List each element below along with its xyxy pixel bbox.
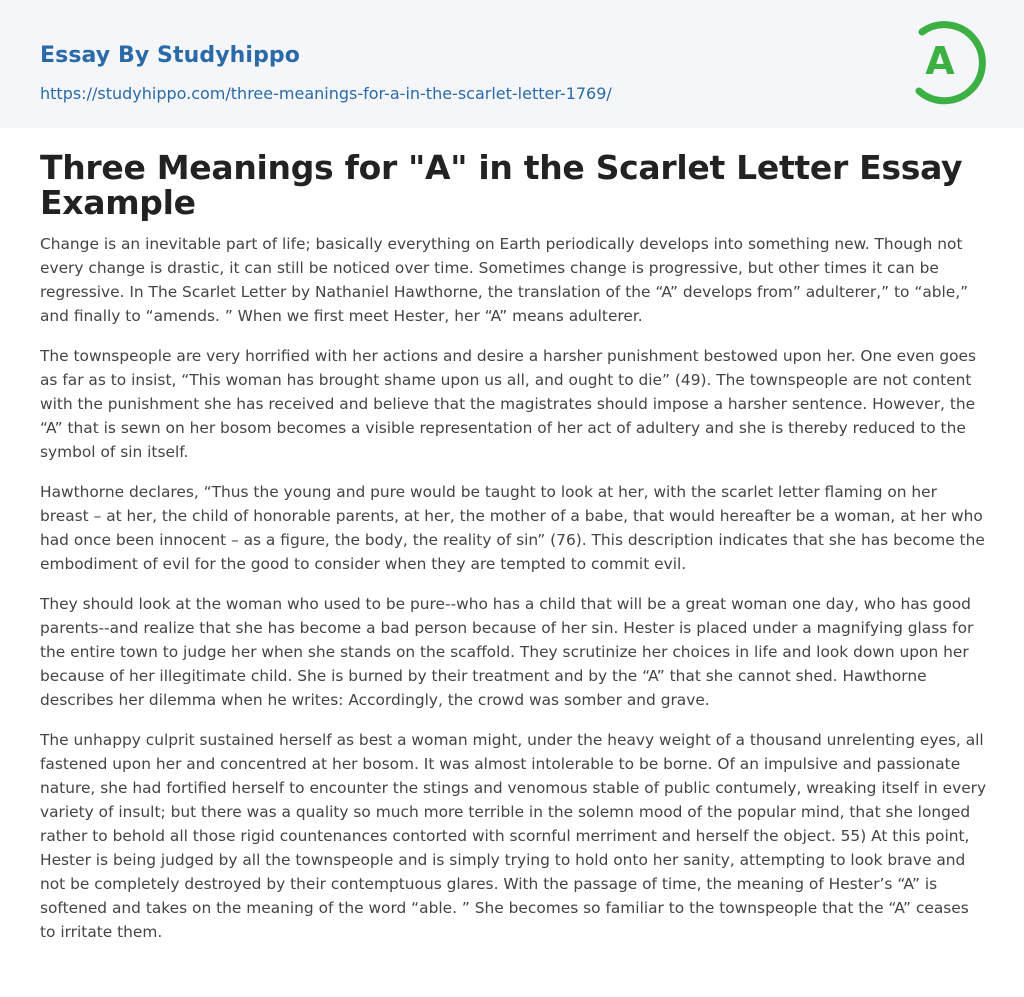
logo-letter: A (925, 39, 955, 83)
paragraph: Change is an inevitable part of life; basically everything on Earth periodically develops into something new. Though not every change is drastic, it can still be noticed over time. Sometimes change is progressive, but other times it can be regressive. In The Scarlet Letter by Nathaniel Hawthorne, the translation of the “A” develops from” adulterer,” to “able,” and finally to “amends. ” When we first meet Hester, her “A” means adulterer. (40, 235, 969, 325)
logo-ring-icon (910, 18, 988, 106)
site-header (0, 0, 1024, 128)
paragraph: Hawthorne declares, “Thus the young and pure would be taught to look at her, with the scarlet letter flaming on her breast – at her, the child of honorable parents, at her, the mother of a babe, that would hereafter be a woman, at her who had once been innocent – as a figure, the body, the reality of sin” (76). This description indicates that she has become the embodiment of evil for the good to consider when they are tempted to commit evil. (40, 483, 985, 573)
site-brand[interactable]: Essay By Studyhippo (40, 43, 300, 68)
article (40, 150, 988, 944)
paragraph: The townspeople are very horrified with her actions and desire a harsher punishment bestowed upon her. One even goes as far as to insist, “This woman has brought shame upon us all, and ought to die” (49). The townspeople are not content with the punishment she has received and believe that the magistrates should impose a harsher sentence. However, the “A” that is sewn on her bosom becomes a visible representation of her act of adultery and she is thereby reduced to the symbol of sin itself. (40, 347, 977, 461)
paragraph: They should look at the woman who used to be pure--who has a child that will be a great woman one day, who has good parents--and realize that she has become a bad person because of her sin. Hester is placed under a magnifying glass for the entire town to judge her when she stands on the scaffold. They scrutinize her choices in life and look down upon her because of her illegitimate child. She is burned by their treatment and by the “A” that she cannot shed. Hawthorne describes her dilemma when he writes: Accordingly, the crowd was somber and grave. (40, 595, 974, 709)
studyhippo-logo[interactable] (910, 18, 988, 106)
page-url-link[interactable]: https://studyhippo.com/three-meanings-for-a-in-the-scarlet-letter-1769/ (40, 84, 612, 103)
page-title: Three Meanings for "A" in the Scarlet Letter Essay Example (40, 148, 963, 222)
paragraph: The unhappy culprit sustained herself as best a woman might, under the heavy weight of a thousand unrelenting eyes, all fastened upon her and concentred at her bosom. It was almost intolerable to be borne. Of an impulsive and passionate nature, she had fortified herself to encounter the stings and venomous stable of public contumely, wreaking itself in every variety of insult; but there was a quality so much more terrible in the solemn mood of the popular mind, that she longed rather to behold all those rigid countenances contorted with scornful merriment and herself the object. 55) At this point, Hester is being judged by all the townspeople and is simply trying to hold onto her sanity, attempting to look brave and not be completely destroyed by their contemptuous glares. With the passage of time, the meaning of Hester’s “A” is softened and takes on the meaning of the word “able. ” She becomes so familiar to the townspeople that the “A” ceases to irritate them. (40, 731, 987, 941)
